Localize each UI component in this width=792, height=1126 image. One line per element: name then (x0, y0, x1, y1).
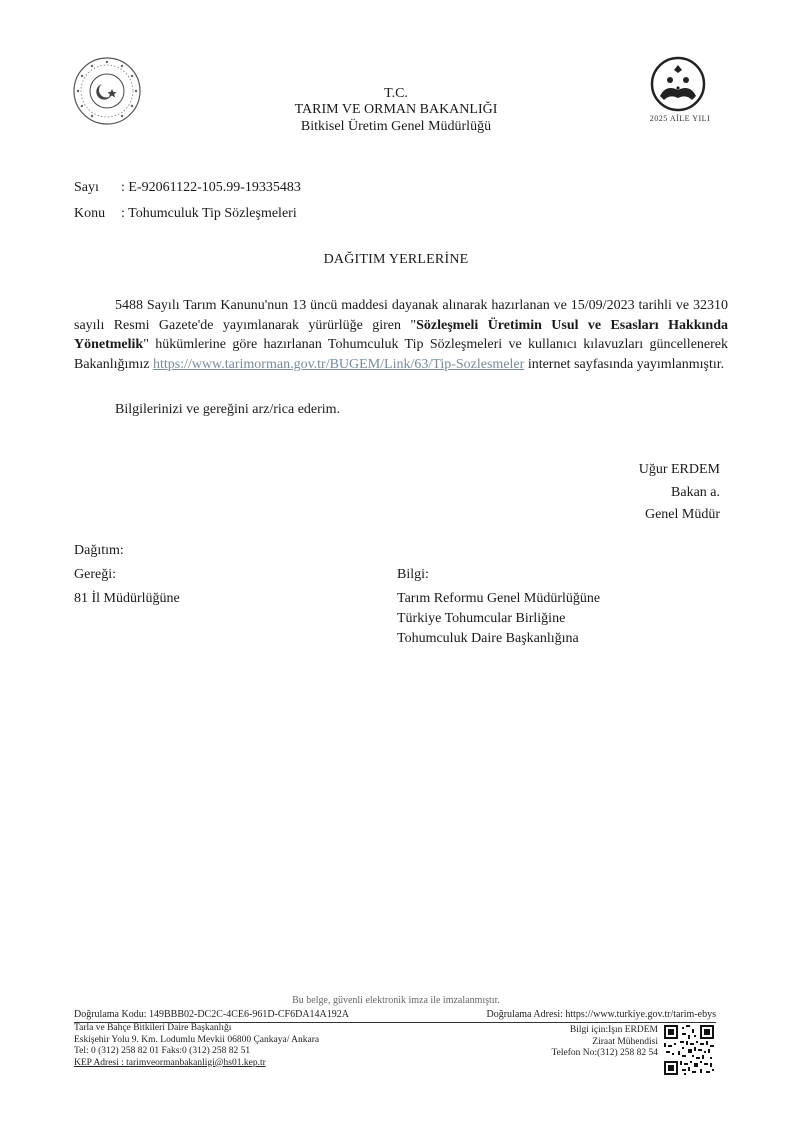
kep-address: KEP Adresi : tarimveormanbakanligi@hs01.kep.tr (74, 1057, 266, 1068)
signature-block (560, 459, 720, 527)
body-text-b: " hükümlerine göre hazırlanan Tohumculuk Tip Sözleşmeleri ve kullanıcı kılavuzları güncellenerek Bakanlığımız (74, 337, 728, 372)
ministry-seal-icon (72, 56, 142, 126)
logo-caption: 2025 AİLE YILI (649, 114, 711, 123)
bilgi-item: Tarım Reformu Genel Müdürlüğüne (397, 591, 601, 606)
header-ministry: TARIM VE ORMAN BAKANLIĞI (294, 102, 498, 117)
bilgi-label: Bilgi: (397, 567, 429, 582)
geregi-item: 81 İl Müdürlüğüne (74, 591, 180, 606)
signer-title-1: Bakan a. (671, 484, 720, 500)
body-text-c: internet sayfasında yayımlanmıştır. (524, 356, 725, 372)
bilgi-item: Tohumculuk Daire Başkanlığına (397, 631, 579, 646)
verification-code: Doğrulama Kodu: 149BBB02-DC2C-4CE6-961D-CF6DA14A192A (74, 1009, 349, 1020)
address-line: Tarla ve Bahçe Bitkileri Daire Başkanlığı (74, 1023, 232, 1033)
contact-block (490, 1025, 658, 1060)
distribution-title: DAĞITIM YERLERİNE (323, 252, 469, 267)
sayi-value: : E-92061122-105.99-19335483 (121, 180, 301, 195)
distribution-label: Dağıtım: (74, 543, 124, 558)
contact-title: Ziraat Mühendisi (592, 1036, 658, 1047)
qr-code-icon (664, 1025, 714, 1075)
contact-person: Bilgi için:Işın ERDEM (569, 1025, 658, 1035)
body-paragraph (74, 296, 728, 374)
body-text-a: 5488 Sayılı Tarım Kanunu'nun 13 üncü maddesi dayanak alınarak hazırlanan ve 15/09/2023 tarihli ve 32310 sayılı Resmi Gazete'de yayımlanarak yürürlüğe giren " (74, 298, 728, 333)
signer-name: Uğur ERDEM (638, 462, 720, 477)
konu-value: : Tohumculuk Tip Sözleşmeleri (121, 206, 297, 221)
regards-text: Bilgilerinizi ve gereğini arz/rica ederim. (115, 402, 341, 417)
header-directorate: Bitkisel Üretim Genel Müdürlüğü (300, 119, 492, 134)
verification-bar (74, 1009, 716, 1023)
geregi-label: Gereği: (74, 567, 116, 582)
esign-note: Bu belge, güvenli elektronik imza ile imzalanmıştır. (292, 995, 500, 1006)
bilgi-item: Türkiye Tohumcular Birliğine (397, 611, 566, 626)
contact-phone: Telefon No:(312) 258 82 54 (551, 1048, 658, 1058)
ministry-link[interactable]: https://www.tarimorman.gov.tr/BUGEM/Link/63/Tip-Sozlesmeler (152, 356, 525, 372)
verification-address[interactable]: Doğrulama Adresi: https://www.turkiye.gov.tr/tarim-ebys (486, 1009, 716, 1020)
regulation-name: Sözleşmeli Üretimin Usul ve Esasları Hakkında Yönetmelik (74, 317, 729, 352)
header-tc: T.C. (384, 86, 408, 101)
signer-title-2: Genel Müdür (644, 507, 720, 522)
family-year-emblem-icon (646, 56, 710, 112)
address-line: Tel: 0 (312) 258 82 01 Faks:0 (312) 258 82 51 (74, 1046, 251, 1056)
address-line: Eskişehir Yolu 9. Km. Lodumlu Mevkii 06800 Çankaya/ Ankara (74, 1034, 320, 1045)
address-block (74, 1023, 319, 1069)
sayi-label: Sayı (74, 180, 99, 195)
konu-label: Konu (74, 206, 106, 221)
